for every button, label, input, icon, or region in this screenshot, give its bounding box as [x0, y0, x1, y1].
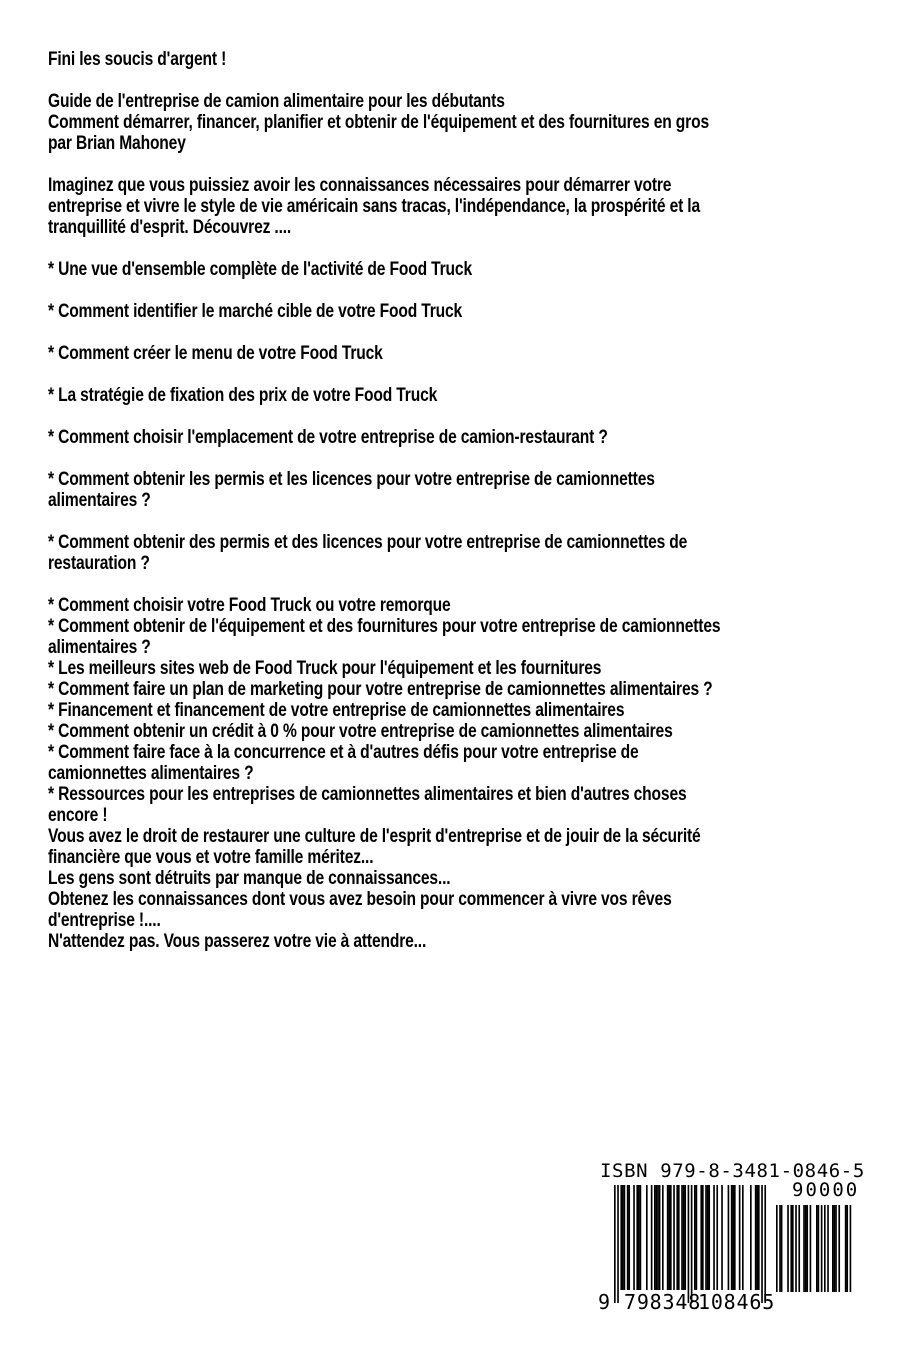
barcode-bar [696, 1185, 698, 1290]
barcode-bar [622, 1185, 624, 1290]
barcode-bar [700, 1185, 702, 1290]
barcode-bar [627, 1185, 629, 1290]
barcode-bar [636, 1185, 638, 1290]
text-line: entreprise et vivre le style de vie américain sans tracas, l'indépendance, la prospérité et la [48, 195, 700, 217]
text-line: * Comment faire un plan de marketing pour votre entreprise de camionnettes alimentaires ? [48, 678, 713, 700]
barcode-bar [668, 1185, 670, 1290]
paragraph [48, 49, 907, 70]
isbn-barcode [596, 1160, 865, 1320]
barcode-bar [640, 1185, 642, 1290]
paragraph [48, 301, 907, 322]
text-line: * Comment choisir l'emplacement de votre entreprise de camion-restaurant ? [48, 426, 608, 448]
text-line: Guide de l'entreprise de camion alimentaire pour les débutants [48, 90, 505, 112]
barcode-bar [691, 1185, 693, 1303]
addon-bar [827, 1205, 829, 1292]
ean-first-digit: 9 [598, 1290, 611, 1314]
text-line: * Financement et financement de votre entreprise de camionnettes alimentaires [48, 699, 625, 721]
barcode-bar [659, 1185, 661, 1290]
text-line: restauration ? [48, 552, 150, 574]
barcode-bar [739, 1185, 741, 1290]
addon-bar [821, 1205, 823, 1292]
barcode-bar [681, 1185, 683, 1290]
barcode-bar [707, 1185, 709, 1290]
addon-bar [787, 1205, 789, 1292]
addon-bar [806, 1205, 808, 1292]
addon-bar [818, 1205, 820, 1292]
barcode-bar [678, 1185, 680, 1290]
paragraph [48, 91, 907, 154]
barcode-bar [688, 1185, 690, 1303]
text-line: * Comment obtenir de l'équipement et des fournitures pour votre entreprise de camionnettes [48, 615, 721, 637]
text-line: Fini les soucis d'argent ! [48, 48, 227, 70]
barcode-bar [694, 1185, 696, 1290]
barcode-bar [764, 1185, 766, 1303]
addon-bar [781, 1205, 783, 1292]
barcode-bar [646, 1185, 648, 1290]
addon-bar [846, 1205, 848, 1292]
addon-bar [832, 1205, 834, 1292]
paragraph [48, 385, 907, 406]
barcode-bar [670, 1185, 672, 1290]
text-line: Imaginez que vous puissiez avoir les connaissances nécessaires pour démarrer votre [48, 174, 672, 196]
paragraph [48, 343, 907, 364]
addon-bar [838, 1205, 840, 1292]
barcode-bar [732, 1185, 734, 1290]
barcode-bar [705, 1185, 707, 1290]
paragraph [48, 595, 907, 952]
text-line: alimentaires ? [48, 636, 151, 658]
text-line: par Brian Mahoney [48, 132, 186, 154]
barcode-bar [721, 1185, 723, 1290]
ean-right-digits: 108465 [698, 1290, 776, 1314]
barcode-bar [713, 1185, 715, 1290]
addon-bar [798, 1205, 800, 1292]
addon-bar [850, 1205, 852, 1292]
text-line: Les gens sont détruits par manque de connaissances... [48, 867, 451, 889]
barcode-bar [750, 1185, 752, 1290]
barcode-bar [676, 1185, 678, 1290]
addon-bar [816, 1205, 818, 1292]
text-line: tranquillité d'esprit. Découvrez .... [48, 216, 292, 238]
text-line: camionnettes alimentaires ? [48, 762, 254, 784]
text-line: * Comment identifier le marché cible de votre Food Truck [48, 300, 463, 322]
text-line: * Ressources pour les entreprises de camionnettes alimentaires et bien d'autres choses [48, 783, 687, 805]
barcode-bar [620, 1185, 622, 1290]
barcode-bar [684, 1185, 686, 1290]
barcode-bar [657, 1185, 659, 1290]
text-line: * Une vue d'ensemble complète de l'activité de Food Truck [48, 258, 472, 280]
text-line: Obtenez les connaissances dont vous avez besoin pour commencer à vivre vos rêves [48, 888, 672, 910]
barcode-bar [758, 1185, 760, 1290]
addon-bar [824, 1205, 826, 1292]
barcode-bar [662, 1185, 664, 1290]
paragraph [48, 469, 907, 511]
barcode-bar [728, 1185, 730, 1290]
barcode-bar [702, 1185, 704, 1290]
addon-bar [803, 1205, 805, 1292]
paragraph [48, 532, 907, 574]
text-line: * Comment obtenir des permis et des licences pour votre entreprise de camionnettes de [48, 531, 688, 553]
paragraph [48, 259, 907, 280]
barcode-bar [716, 1185, 718, 1290]
addon-bar [792, 1205, 794, 1292]
barcode-bar [628, 1185, 630, 1290]
barcode-bar [638, 1185, 640, 1290]
text-line: d'entreprise !.... [48, 909, 161, 931]
text-line: * Comment faire face à la concurrence et à d'autres défis pour votre entreprise de [48, 741, 639, 763]
text-line: encore ! [48, 804, 108, 826]
addon-bar [810, 1205, 812, 1292]
barcode-bar [654, 1185, 656, 1290]
barcode-bar [614, 1185, 616, 1303]
barcode-bar [633, 1185, 635, 1290]
text-line: * Les meilleurs sites web de Food Truck pour l'équipement et les fournitures [48, 657, 602, 679]
price-addon-digits: 90000 [792, 1179, 860, 1201]
barcode-bar [708, 1185, 710, 1290]
text-line: financière que vous et votre famille méritez... [48, 846, 374, 868]
addon-bar [805, 1205, 807, 1292]
addon-bar [779, 1205, 781, 1292]
barcode-bar [624, 1185, 626, 1290]
barcode-bar [755, 1185, 757, 1290]
addon-bar [795, 1205, 797, 1292]
text-line: * La stratégie de fixation des prix de votre Food Truck [48, 384, 438, 406]
addon-bar [835, 1205, 837, 1292]
barcode-bar [667, 1185, 669, 1290]
barcode-bar [656, 1185, 658, 1290]
addon-bar [834, 1205, 836, 1292]
paragraph [48, 427, 907, 448]
text-line: Comment démarrer, financer, planifier et obtenir de l'équipement et des fournitures en gros [48, 111, 709, 133]
barcode-bar [731, 1185, 733, 1290]
isbn-label: ISBN 979-8-3481-0846-5 [600, 1160, 865, 1182]
barcode-bar [651, 1185, 653, 1290]
addon-bar [776, 1205, 778, 1292]
barcode-bar [734, 1185, 736, 1290]
barcode-bar [673, 1185, 675, 1290]
barcode-bar [756, 1185, 758, 1290]
text-line: alimentaires ? [48, 489, 151, 511]
text-line: Vous avez le droit de restaurer une culture de l'esprit d'entreprise et de jouir de la sécurité [48, 825, 701, 847]
text-line: * Comment obtenir un crédit à 0 % pour votre entreprise de camionnettes alimentaires [48, 720, 673, 742]
text-line: * Comment obtenir les permis et les licences pour votre entreprise de camionnettes [48, 468, 655, 490]
ean-left-digits: 798348 [624, 1290, 702, 1314]
barcode-bar [683, 1185, 685, 1290]
text-line: * Comment choisir votre Food Truck ou votre remorque [48, 594, 451, 616]
barcode-bar [761, 1185, 763, 1303]
text-line: * Comment créer le menu de votre Food Truck [48, 342, 383, 364]
addon-bar [845, 1205, 847, 1292]
barcode-bar [742, 1185, 744, 1290]
paragraph [48, 175, 907, 238]
text-line: N'attendez pas. Vous passerez votre vie à attendre... [48, 930, 427, 952]
addon-bar [790, 1205, 792, 1292]
barcode-bar [617, 1185, 619, 1303]
back-cover-text [48, 49, 907, 973]
